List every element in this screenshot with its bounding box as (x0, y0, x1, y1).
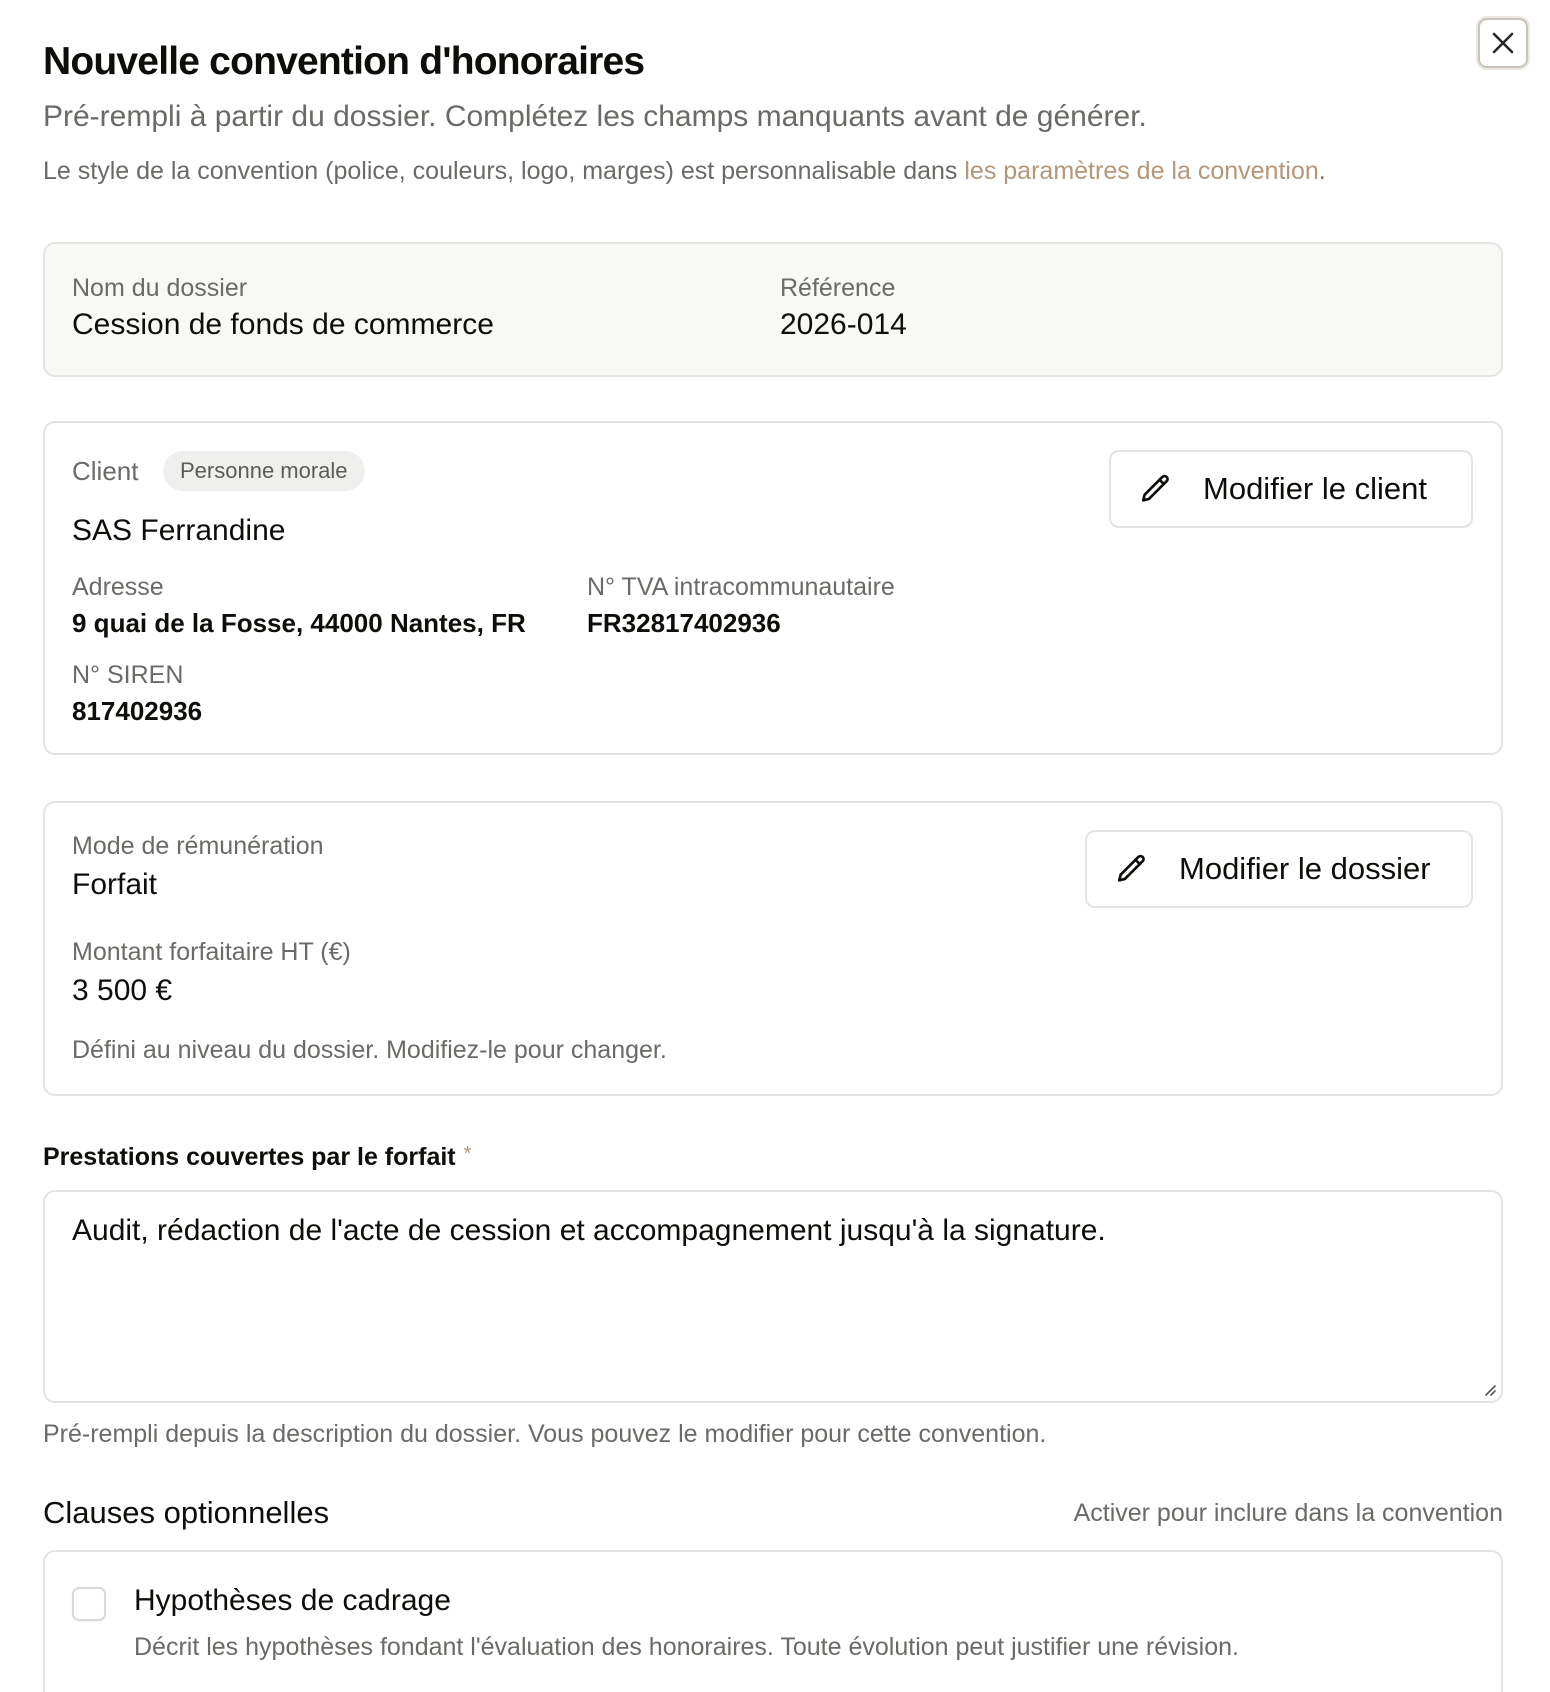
prestations-textarea[interactable] (43, 1190, 1503, 1403)
address-value: 9 quai de la Fosse, 44000 Nantes, FR (72, 608, 526, 638)
style-note-prefix: Le style de la convention (police, couleurs, logo, marges) est personnalisable dans (43, 157, 965, 185)
remuneration-mode-label: Mode de rémunération (72, 832, 324, 860)
prestations-text: Audit, rédaction de l'acte de cession et accompagnement jusqu'à la signature. (72, 1214, 1106, 1247)
client-card (43, 421, 1503, 755)
reference-label: Référence (780, 274, 896, 302)
convention-settings-link[interactable]: les paramètres de la convention (964, 157, 1319, 185)
modal-title: Nouvelle convention d'honoraires (43, 40, 645, 83)
clause-title: Hypothèses de cadrage (134, 1584, 451, 1617)
edit-client-button[interactable] (1109, 450, 1473, 528)
vat-value: FR32817402936 (587, 608, 781, 638)
prestations-label-text: Prestations couvertes par le forfait (43, 1143, 456, 1171)
siren-value: 817402936 (72, 696, 203, 726)
close-icon (1490, 30, 1516, 56)
modal-subtitle: Pré-rempli à partir du dossier. Complétez les champs manquants avant de générer. (43, 100, 1147, 133)
remuneration-note: Défini au niveau du dossier. Modifiez-le pour changer. (72, 1036, 667, 1064)
edit-dossier-label: Modifier le dossier (1179, 851, 1431, 886)
close-button[interactable] (1478, 18, 1528, 68)
style-note-suffix: . (1318, 157, 1326, 185)
pencil-icon (1139, 472, 1173, 506)
dossier-name-value: Cession de fonds de commerce (72, 308, 494, 341)
dossier-summary-card (43, 242, 1503, 377)
optional-clauses-hint: Activer pour inclure dans la convention (1073, 1499, 1503, 1527)
resize-handle-icon[interactable] (1481, 1381, 1497, 1397)
clause-checkbox[interactable] (72, 1587, 106, 1621)
reference-value: 2026-014 (780, 308, 907, 341)
address-label: Adresse (72, 573, 164, 601)
pencil-icon (1115, 852, 1149, 886)
remuneration-card (43, 801, 1503, 1096)
clause-item-hypotheses[interactable] (43, 1550, 1503, 1692)
optional-clauses-title: Clauses optionnelles (43, 1495, 330, 1530)
required-mark: * (463, 1143, 472, 1165)
client-name: SAS Ferrandine (72, 514, 286, 547)
remuneration-mode-value: Forfait (72, 868, 158, 901)
amount-value: 3 500 € (72, 974, 173, 1007)
edit-client-label: Modifier le client (1203, 471, 1427, 506)
style-note (43, 157, 1326, 186)
dossier-name-label: Nom du dossier (72, 274, 248, 302)
siren-label: N° SIREN (72, 661, 184, 689)
amount-label: Montant forfaitaire HT (€) (72, 938, 351, 966)
prestations-label (43, 1143, 471, 1172)
clause-description: Décrit les hypothèses fondant l'évaluation des honoraires. Toute évolution peut justifier une révision. (134, 1633, 1239, 1661)
edit-dossier-button[interactable] (1085, 830, 1473, 908)
prestations-helper: Pré-rempli depuis la description du dossier. Vous pouvez le modifier pour cette convention. (43, 1420, 1047, 1448)
client-type-badge: Personne morale (163, 451, 365, 491)
client-label: Client (72, 456, 139, 486)
vat-label: N° TVA intracommunautaire (587, 573, 895, 601)
